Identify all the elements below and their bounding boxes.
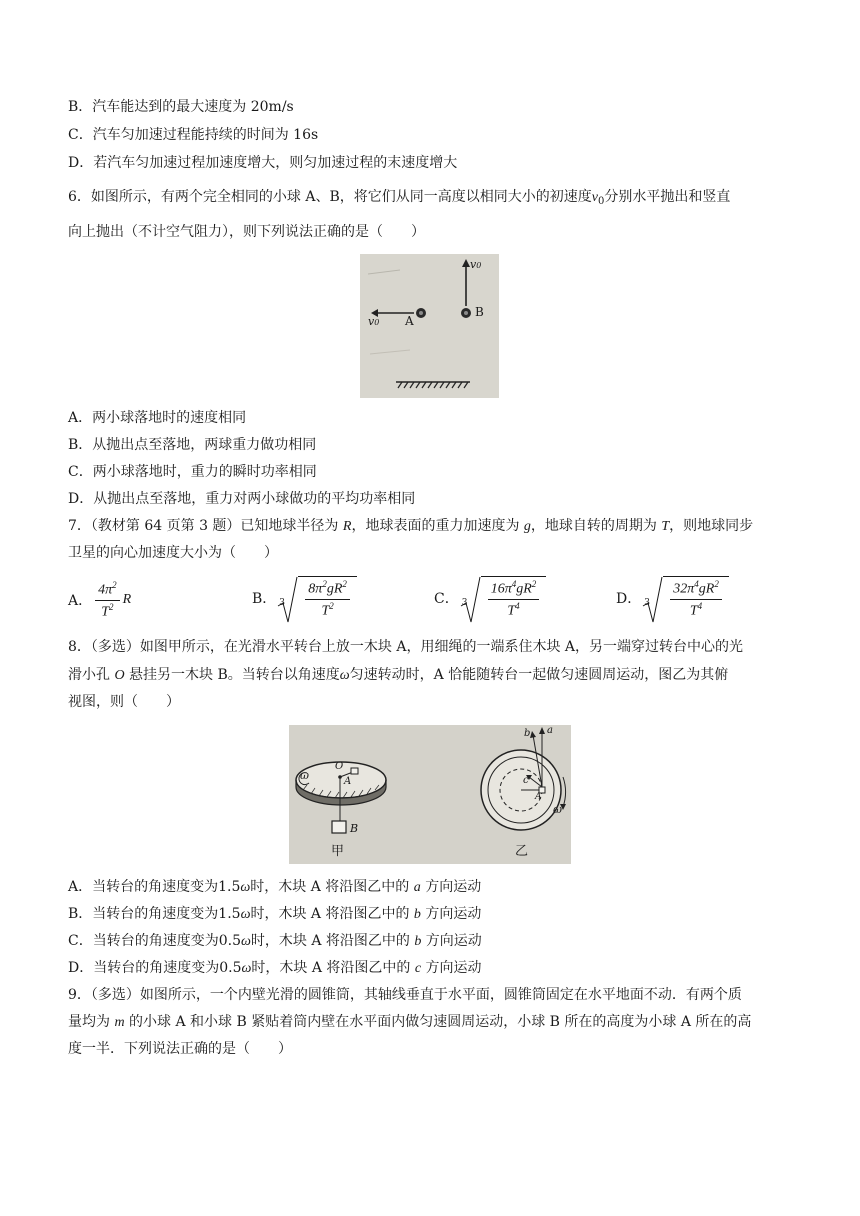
q8-c-val: 0.5 <box>218 933 241 949</box>
q8-fig-omega-right: ω <box>553 803 562 816</box>
q8-fig-dir-a: a <box>547 725 553 736</box>
q8-fig-label-a: A <box>344 776 352 787</box>
q6-stem-text-a: 6．如图所示，有两个完全相同的小球 A、B，将它们从同一高度以相同大小的初速度 <box>68 189 592 205</box>
q7-option-b-label: B． <box>252 590 277 607</box>
q8-fig-label-jia: 甲 <box>331 844 345 859</box>
q7-b-num-text: 8π <box>308 581 323 597</box>
q7-option-c-fraction <box>488 579 540 619</box>
block-b <box>332 821 346 833</box>
q8-text-a: 滑小孔 <box>68 667 115 683</box>
q7-a-num-text: 4π <box>98 582 113 598</box>
q8-fig-dir-c: c <box>523 775 529 786</box>
q7-c-num-tail-exp: 2 <box>531 579 537 589</box>
q8-stem-line1: 8．（多选）如图甲所示，在光滑水平转台上放一木块 A，用细绳的一端系住木块 A，另一端穿过转台中心的光 <box>68 639 744 655</box>
q8-option-a <box>68 877 481 898</box>
q7-b-num-exp: 2 <box>322 579 327 589</box>
q7-text-a: 7．（教材第 64 页第 3 题）已知地球半径为 <box>68 518 343 534</box>
q7-c-num-exp: 4 <box>511 579 517 589</box>
q8-option-b <box>68 904 481 925</box>
q7-option-d-label: D． <box>616 590 642 607</box>
q7-option-d <box>616 576 729 619</box>
q7-option-d-fraction <box>670 579 722 619</box>
q8-text-b: 悬挂另一木块 B。当转台以角速度 <box>124 667 340 683</box>
q7-option-d-body <box>663 576 729 619</box>
q7-text-b: ，地球表面的重力加速度为 <box>351 518 524 534</box>
q8-option-d <box>68 958 482 979</box>
q6-fig-v-left: v <box>368 315 375 328</box>
q7-c-den <box>507 600 519 620</box>
q7-option-b <box>252 576 357 619</box>
q8-fig-label-a2: A <box>535 792 542 802</box>
q7-d-num-exp: 4 <box>694 579 699 589</box>
q7-d-index: 3 <box>644 598 650 608</box>
q5-option-d: D．若汽车匀加速过程加速度增大，则匀加速过程的末速度增大 <box>68 155 458 171</box>
q7-option-a-tail: R <box>122 592 132 608</box>
q8-d-pre: D．当转台的角速度变为 <box>68 960 220 976</box>
q7-a-den-text: T <box>101 604 110 620</box>
q8-figure <box>289 725 571 864</box>
q8-b-dir: b <box>413 907 421 922</box>
q8-d-dir: c <box>414 961 422 976</box>
q7-option-a-den <box>101 601 113 621</box>
q8-c-dir: b <box>414 934 422 949</box>
q7-d-num-tail-exp: 2 <box>714 579 719 589</box>
q7-d-den-exp: 4 <box>697 600 703 611</box>
q8-a-val: 1.5 <box>218 879 241 895</box>
q9-text-a: 量均为 <box>68 1014 115 1030</box>
q6-fig-v-left-sub: 0 <box>374 318 380 327</box>
q8-c-mid: 时，木块 A 将沿图乙中的 <box>250 933 415 949</box>
q7-option-a-fraction <box>95 580 120 620</box>
q8-text-c: 匀速转动时，A 恰能随转台一起做匀速圆周运动，图乙为其俯 <box>349 667 729 683</box>
q9-symbol-m: m <box>114 1015 125 1030</box>
q7-option-c <box>434 576 546 619</box>
q7-c-den-text: T <box>507 603 516 619</box>
q8-b-pre: B．当转台的角速度变为 <box>68 906 219 922</box>
q9-stem-line3: 度一半．下列说法正确的是（ ） <box>68 1041 292 1057</box>
q8-fig-omega-left: ω <box>300 769 309 782</box>
q6-figure-drawing <box>360 254 499 398</box>
q7-symbol-r: R <box>342 519 352 534</box>
q7-option-d-radical <box>641 576 729 619</box>
q7-option-a-label: A． <box>68 593 93 610</box>
q7-option-b-radical <box>276 576 357 619</box>
q8-fig-dir-b: b <box>524 728 531 739</box>
q7-option-b-fraction <box>305 579 350 619</box>
q8-d-omega: ω <box>241 961 252 976</box>
q8-symbol-omega: ω <box>339 668 350 683</box>
q8-option-c <box>68 931 482 952</box>
q6-stem-line1 <box>68 187 730 212</box>
q8-a-pre: A．当转台的角速度变为 <box>68 879 219 895</box>
q7-symbol-t: T <box>661 519 670 534</box>
q6-v-subscript: 0 <box>597 196 605 207</box>
q6-stem-text-b: 分别水平抛出和竖直 <box>604 189 731 205</box>
q6-option-a: A．两小球落地时的速度相同 <box>68 410 247 426</box>
q6-fig-v-top-sub: 0 <box>476 261 482 270</box>
q8-fig-label-b: B <box>350 822 359 835</box>
q8-a-dir: a <box>413 880 421 895</box>
q7-b-index: 3 <box>279 598 286 608</box>
q7-b-den <box>321 600 333 620</box>
q6-fig-label-a: A <box>405 314 414 328</box>
q7-text-c: ，地球自转的周期为 <box>530 518 662 534</box>
q6-fig-v-top: v <box>470 258 477 271</box>
q8-fig-label-o: O <box>335 761 344 772</box>
q7-c-num-tail: gR <box>516 581 532 597</box>
q7-b-den-exp: 2 <box>329 600 334 611</box>
q9-text-b: 的小球 A 和小球 B 紧贴着筒内壁在水平面内做匀速圆周运动，小球 B 所在的高度为小球 A 所在的高 <box>124 1014 752 1030</box>
q7-stem-line2: 卫星的向心加速度大小为（ ） <box>68 545 278 561</box>
q8-d-val: 0.5 <box>219 960 242 976</box>
q9-stem-line1: 9．（多选）如图所示，一个内壁光滑的圆锥筒，其轴线垂直于水平面，圆锥筒固定在水平地面不动．有两个质 <box>68 987 742 1003</box>
q7-d-den-text: T <box>689 603 698 619</box>
q7-c-num <box>488 579 540 600</box>
q8-c-post: 方向运动 <box>421 933 482 949</box>
q7-c-den-exp: 4 <box>515 600 520 611</box>
q9-stem-line2 <box>68 1012 751 1033</box>
q7-option-c-body <box>481 576 547 619</box>
q8-fig-label-yi: 乙 <box>515 844 529 859</box>
q8-b-val: 1.5 <box>218 906 241 922</box>
q7-d-num <box>670 579 722 600</box>
q8-a-mid: 时，木块 A 将沿图乙中的 <box>250 879 414 895</box>
q7-stem-line1 <box>68 516 753 537</box>
q7-d-num-text: 32π <box>673 581 695 597</box>
q8-c-pre: C．当转台的角速度变为 <box>68 933 219 949</box>
q7-b-num <box>305 579 350 600</box>
q8-stem-line2 <box>68 665 728 686</box>
q7-text-d: ，则地球同步 <box>669 518 754 534</box>
q8-a-omega: ω <box>240 880 251 895</box>
q6-fig-label-b: B <box>475 305 484 319</box>
q6-stem-line2: 向上抛出（不计空气阻力），则下列说法正确的是（ ） <box>68 224 425 240</box>
q7-a-num-exp: 2 <box>112 580 117 590</box>
q5-option-b: B．汽车能达到的最大速度为 20m/s <box>68 99 294 115</box>
q5-option-c: C．汽车匀加速过程能持续的时间为 16s <box>68 127 319 143</box>
q7-option-c-radical <box>459 576 547 619</box>
q8-stem-line3: 视图，则（ ） <box>68 694 180 710</box>
q7-b-num-tail: gR <box>326 581 343 597</box>
q7-option-b-body <box>298 576 357 619</box>
q6-v-symbol: v <box>591 190 598 205</box>
q7-d-num-tail: gR <box>698 581 715 597</box>
q6-fig-label-v0-top <box>470 258 481 271</box>
q7-symbol-g: g <box>523 519 531 534</box>
q8-symbol-o: O <box>114 668 125 683</box>
q8-b-post: 方向运动 <box>420 906 482 922</box>
q6-option-d: D．从抛出点至落地，重力对两小球做功的平均功率相同 <box>68 491 416 507</box>
q7-b-num-tail-exp: 2 <box>342 579 347 589</box>
q8-b-omega: ω <box>240 907 251 922</box>
q8-d-post: 方向运动 <box>421 960 482 976</box>
q7-option-a <box>68 580 131 620</box>
q7-b-den-text: T <box>321 603 330 619</box>
q6-figure <box>360 254 499 398</box>
q6-fig-label-v0-left <box>368 315 379 328</box>
q6-option-c: C．两小球落地时，重力的瞬时功率相同 <box>68 464 317 480</box>
q6-option-b: B．从抛出点至落地，两球重力做功相同 <box>68 437 317 453</box>
q8-a-post: 方向运动 <box>420 879 482 895</box>
q8-d-mid: 时，木块 A 将沿图乙中的 <box>251 960 415 976</box>
q7-a-den-exp: 2 <box>109 601 114 612</box>
q7-option-c-label: C． <box>434 590 459 607</box>
q7-d-den <box>690 600 702 620</box>
q8-b-mid: 时，木块 A 将沿图乙中的 <box>250 906 414 922</box>
q7-option-a-num <box>95 580 120 601</box>
q8-c-omega: ω <box>240 934 251 949</box>
q7-c-num-text: 16π <box>490 581 512 597</box>
block-a <box>351 768 358 774</box>
q7-c-index: 3 <box>461 598 468 608</box>
